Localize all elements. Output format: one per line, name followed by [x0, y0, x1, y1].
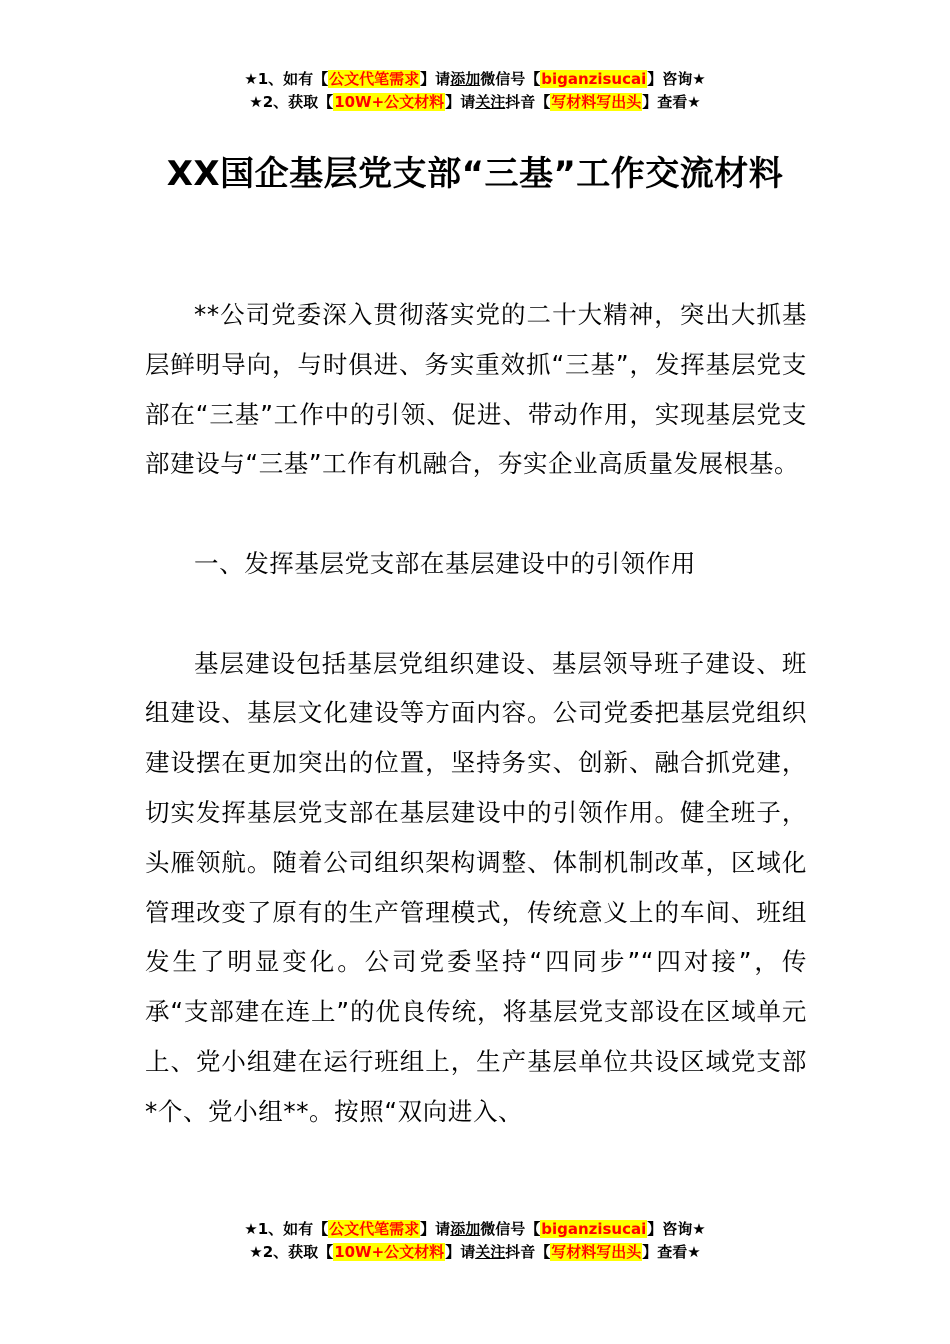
promo-underline: 关注 [475, 93, 506, 111]
promo-line-2 [0, 91, 950, 114]
promo-highlight: 公文代笔需求 [329, 70, 420, 88]
document-title: XX国企基层党支部“三基”工作交流材料 [166, 154, 784, 194]
promo-text: ★2、获取【 [249, 1243, 334, 1261]
promo-line-1 [0, 68, 950, 91]
promo-text: 】查看★ [642, 93, 701, 111]
body-paragraph-intro: **公司党委深入贯彻落实党的二十大精神，突出大抓基层鲜明导向，与时俱进、务实重效抓“三基”，发挥基层党支部在“三基”工作中的引领、促进、带动作用，实现基层党支部建设与“三基”工作有机融合，夯实企业高质量发展根基。 [145, 300, 807, 479]
promo-text: ★1、如有【 [244, 1220, 329, 1238]
promo-highlight: biganzisucai [541, 1220, 647, 1238]
section-heading-1: 一、发挥基层党支部在基层建设中的引领作用 [194, 548, 696, 578]
promo-highlight: 公文代笔需求 [329, 1220, 420, 1238]
promo-text: 】请 [420, 1220, 451, 1238]
promo-text: 】查看★ [642, 1243, 701, 1261]
bottom-promo-banner [0, 1218, 950, 1264]
promo-text: 】请 [445, 1243, 476, 1261]
promo-text: ★1、如有【 [244, 70, 329, 88]
promo-underline: 添加 [450, 1220, 481, 1238]
promo-text: 抖音【 [505, 93, 551, 111]
promo-line-1 [0, 1218, 950, 1241]
promo-text: 】请 [445, 93, 476, 111]
promo-text: 微信号【 [480, 1220, 541, 1238]
promo-highlight: 10W+公文材料 [334, 1243, 445, 1261]
body-paragraph-1: 基层建设包括基层党组织建设、基层领导班子建设、班组建设、基层文化建设等方面内容。公司党委把基层党组织建设摆在更加突出的位置，坚持务实、创新、融合抓党建，切实发挥基层党支部在基层建设中的引领作用。健全班子，头雁领航。随着公司组织架构调整、体制机制改革，区域化管理改变了原有的生产管理模式，传统意义上的车间、班组发生了明显变化。公司党委坚持“四同步”“四对接”，传承“支部建在连上”的优良传统，将基层党支部设在区域单元上、党小组建在运行班组上，生产基层单位共设区域党支部*个、党小组**。按照“双向进入、 [145, 648, 807, 1126]
promo-text: 抖音【 [505, 1243, 551, 1261]
promo-line-2 [0, 1241, 950, 1264]
promo-highlight: 写材料写出头 [551, 1243, 642, 1261]
promo-text: ★2、获取【 [249, 93, 334, 111]
document-body [145, 290, 807, 1137]
top-promo-banner [0, 68, 950, 114]
promo-highlight: 写材料写出头 [551, 93, 642, 111]
promo-text: 微信号【 [480, 70, 541, 88]
promo-highlight: 10W+公文材料 [334, 93, 445, 111]
promo-text: 】咨询★ [647, 70, 706, 88]
promo-underline: 关注 [475, 1243, 506, 1261]
promo-text: 】请 [420, 70, 451, 88]
promo-highlight: biganzisucai [541, 70, 647, 88]
promo-underline: 添加 [450, 70, 481, 88]
promo-text: 】咨询★ [647, 1220, 706, 1238]
